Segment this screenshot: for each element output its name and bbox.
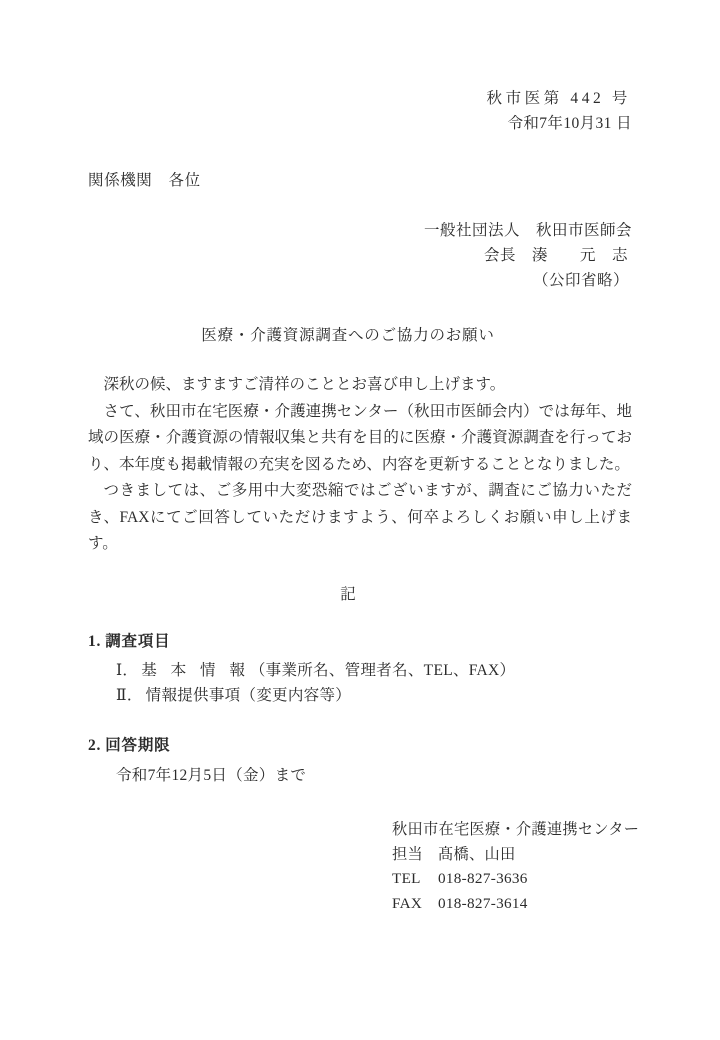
contact-tel <box>392 867 639 892</box>
contact-person <box>392 843 639 868</box>
section-1-item-list <box>88 658 632 708</box>
document-title: 医療・介護資源調査へのご協力のお願い <box>201 327 495 344</box>
item-1-label: 基 本 情 報 <box>141 661 250 679</box>
addressee-line: 関係機関 各位 <box>88 172 201 189</box>
contact-tel-value: 018-827-3636 <box>438 870 528 887</box>
sender-block <box>88 218 632 293</box>
document-header <box>88 86 632 136</box>
sender-organization: 一般社団法人 秋田市医師会 <box>423 222 632 239</box>
ki-marker: 記 <box>340 585 356 603</box>
list-item <box>116 658 632 683</box>
section-1-number: 1. <box>88 632 102 650</box>
contact-fax-value: 018-827-3614 <box>438 894 528 912</box>
body-paragraph-1: 深秋の候、ますますご清祥のこととお喜び申し上げます。 <box>103 376 506 393</box>
item-2-roman: Ⅱ． <box>116 686 143 704</box>
item-1-roman: Ⅰ． <box>116 661 139 679</box>
body-paragraph-3: つきましては、ご多用中大変恐縮ではございますが、調査にご協力いただき、FAXにてご回答していただけますよう、何卒よろしくお願い申し上げます。 <box>88 482 632 552</box>
contact-person-names: 髙橋、山田 <box>438 845 516 863</box>
contact-block <box>392 818 639 916</box>
document-number: 秋市医第 442 号 <box>486 90 631 107</box>
document-body <box>88 372 632 558</box>
section-2-body: 令和7年12月5日（金）まで <box>116 766 307 784</box>
document-content <box>88 0 632 788</box>
contact-fax <box>392 892 639 917</box>
body-paragraph-2: さて、秋田市在宅医療・介護連携センター（秋田市医師会内）では毎年、地域の医療・介護資源の情報収集と共有を目的に医療・介護資源調査を行っており、本年度も掲載情報の充実を図るため、内容を更新することとなりました。 <box>88 402 632 473</box>
section-response-deadline <box>88 734 632 788</box>
item-2-label: 情報提供事項 <box>145 686 241 704</box>
document-date: 令和7年10月31 日 <box>507 115 632 132</box>
contact-tel-label: TEL <box>392 870 421 887</box>
list-item <box>116 683 632 708</box>
section-1-heading <box>88 630 632 654</box>
seal-omitted-note: （公印省略） <box>532 272 629 289</box>
contact-person-label: 担当 <box>392 845 423 863</box>
section-2-heading <box>88 734 632 758</box>
section-survey-items <box>88 630 632 708</box>
section-2-number: 2. <box>88 736 102 754</box>
section-2-title: 回答期限 <box>105 736 171 754</box>
section-1-title: 調査項目 <box>105 632 171 650</box>
contact-organization: 秋田市在宅医療・介護連携センター <box>392 821 640 838</box>
contact-fax-label: FAX <box>392 894 423 912</box>
sender-name: 会長 湊 元 志 <box>483 247 628 264</box>
item-1-detail: （事業所名、管理者名、TEL、FAX） <box>249 661 516 679</box>
item-2-detail: （変更内容等） <box>240 686 352 704</box>
